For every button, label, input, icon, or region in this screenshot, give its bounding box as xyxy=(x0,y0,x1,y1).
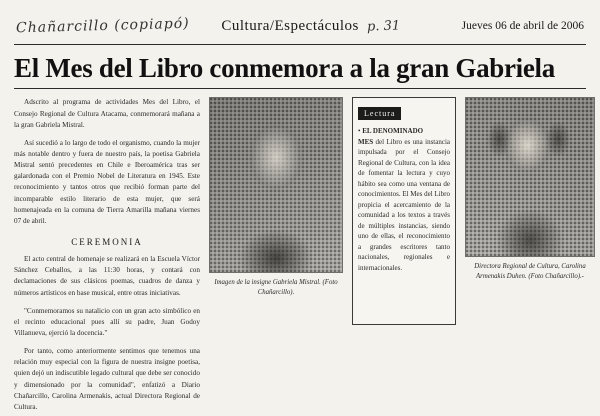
section-title: Cultura/Espectáculos xyxy=(221,17,359,34)
paragraph: Por tanto, como anteriormente sentimos que tenemos una relación muy especial con la figura de nuestra insigne poetisa, quien dejó un indiscutible legado cultural que debe ser conocido y dimensionado por la comunidad", enfatizó a Diario Chañarcillo, Carolina Armenakis, actual Directora Regional de Cultura. xyxy=(14,347,200,411)
gabriela-mistral-caption: Imagen de la insigne Gabriela Mistral. (Foto Chañarcillo). xyxy=(214,279,338,297)
paragraph: "Conmemoramos su natalicio con un gran acto simbólico en el recinto educacional pues allí su padre, Juan Godoy Villanueva, ejerció la docencia." xyxy=(14,306,200,337)
sidebar-lead-text: del Libro es una instancia impulsada por el Consejo Regional de Cultura, con la idea de fomentar la lectura y cuyo hábito sea como una ventana de conocimientos. El Mes del Libro propicia el acercamiento de la comunidad a los textos a través de múltiples instancias, siendo uno de ellas, el reconocimiento a grandes escritores tanto nacionales, regionales e internacionales. xyxy=(358,137,450,272)
lectura-box xyxy=(352,97,456,325)
main-photo-column xyxy=(209,97,343,407)
status-badge: Lectura xyxy=(358,107,401,120)
masthead-divider xyxy=(14,44,586,45)
page-mark: p. 31 xyxy=(366,17,401,35)
masthead xyxy=(14,10,586,42)
text-column xyxy=(14,97,200,411)
paragraph: El acto central de homenaje se realizará en la Escuela Víctor Sánchez Ceballos, a las 11:30 horas, y contará con declamaciones de sus clásicos poemas, cuadros de danza y números artísticos en base musical, entre otras iniciativas. xyxy=(14,255,200,297)
paragraph: Adscrito al programa de actividades Mes del Libro, el Consejo Regional de Cultura Atacama, conmemorará mañana a la gran Gabriela Mistral. xyxy=(14,98,200,129)
sidebar-kicker: EL DENOMINADO xyxy=(362,127,424,136)
carolina-armenakis-caption: Directora Regional de Cultura, Carolina Armenakis Duhen. (Foto Chañarcillo).- xyxy=(474,263,586,281)
sidebar-lead-bold: MES xyxy=(358,137,374,146)
gabriela-mistral-photo xyxy=(209,97,343,273)
section-subhead: CEREMONIA xyxy=(71,237,143,248)
bullet-icon: • xyxy=(358,127,361,136)
article-body xyxy=(14,97,586,411)
archive-stamp: Chañarcillo (copiapó) xyxy=(15,15,190,37)
carolina-armenakis-photo xyxy=(465,97,595,257)
dateline: Jueves 06 de abril de 2006 xyxy=(461,20,584,32)
sidebar-lead xyxy=(358,126,450,273)
paragraph: Así sucedió a lo largo de todo el organismo, cuando la mujer más notable dentro y fuera de nuestro país, la poetisa Gabriela Mistral sentó precedentes en Chile e Iberoamérica tras ser galardonada con el Premio Nobel de Literatura en 1945. Este reconocimiento y tantos otros que recibió forman parte del incomparable estilo literario de esta mujer, que será homenajeada en la comuna de Tierra Amarilla mañana viernes 07 de abril. xyxy=(14,138,200,225)
section-group xyxy=(221,18,400,35)
headline-divider xyxy=(14,88,586,89)
sidebar-column xyxy=(352,97,456,407)
page-title: El Mes del Libro conmemora a la gran Gabriela xyxy=(14,53,555,83)
secondary-photo-column xyxy=(465,97,595,407)
